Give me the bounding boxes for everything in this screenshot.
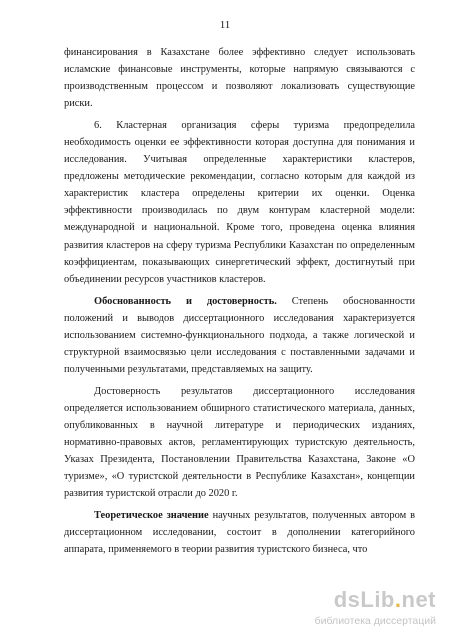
paragraph-validity <box>64 293 415 378</box>
dslib-watermark <box>306 587 436 629</box>
validity-text: Степень обоснованности положений и выводов диссертационного исследования характеризуется использованием системно-функционального подхода, а также логической и структурной взаимосвязью цели исследования с поставленными задачами и полученными результатами, представляемых на защиту. <box>64 295 416 375</box>
paragraph-theoretical-significance <box>64 507 415 558</box>
page-number: 11 <box>219 19 231 31</box>
watermark-logo: dsLib.net <box>333 587 436 612</box>
theoretical-heading: Теоретическое значение <box>94 510 209 522</box>
paragraph-cluster-organization: 6. Кластерная организация сферы туризма предопределила необходимость оценки ее эффективности которая доступна для понимания и исследования. Учитывая определенные характеристики кластеров, предложены методические рекомендации, согласно которым для каждой из характеристик кластера определены критерии их оценки. Оценка эффективности производилась по двум контурам кластерной модели: международной и национальной. Кроме того, проведена оценка влияния развития кластеров на сферу туризма Республики Казахстан по определенным коэффициентам, показывающих синергетический эффект, достигнутый при объединении ресурсов участников кластеров. <box>64 120 415 285</box>
validity-heading: Обоснованность и достоверность. <box>94 295 277 307</box>
watermark-subtitle: библиотека диссертаций <box>314 615 436 627</box>
theoretical-text: научных результатов, полученных автором в диссертационном исследовании, состоит в дополнении категорийного аппарата, применяемого в теории развития туристского бизнеса, что <box>64 510 415 556</box>
document-body <box>64 44 415 563</box>
paragraph-financing: финансирования в Казахстане более эффективно следует использовать исламские финансовые инструменты, которые напрямую связываются с производственным процессом и позволяют локализовать существующие риски. <box>64 47 415 110</box>
paragraph-reliability: Достоверность результатов диссертационного исследования определяется использованием обширного статистического материала, данных, опубликованных в научной литературе и периодических изданиях, нормативно-правовых актов, регламентирующих туристскую деятельность, Указах Президента, Постановлении Правительства Казахстана, Законе «О туризме», «О туристской деятельности в Республике Казахстан», концепции развития туристской отрасли до 2020 г. <box>64 385 415 500</box>
